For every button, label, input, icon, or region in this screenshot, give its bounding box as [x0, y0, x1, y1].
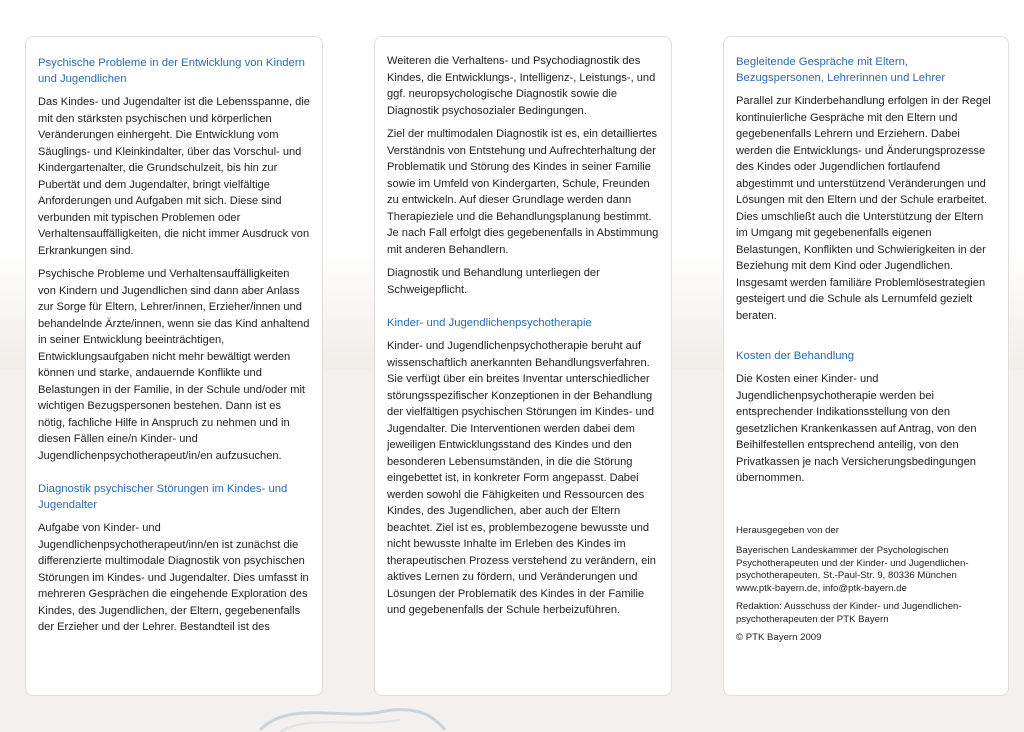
paragraph: Das Kindes- und Jugendalter ist die Lebensspanne, die mit den stärksten psychischen und körperlichen Veränderungen einhergeht. Die Entwicklung vom Säuglings- und Kleinkindalter, über das Vorschul- und Kindergartenalter, die Grundschulzeit, bis hin zur Pubertät und dem Jugendalter, bringt vielfältige Anforderungen und Aufgaben mit sich. Diese sind verbunden mit typischen Problemen oder Verhaltensauffälligkeiten, die nicht immer Ausdruck von Erkrankungen sind. — [38, 96, 310, 257]
imprint-editor-line: Redaktion: Ausschuss der Kinder- und Jugendlichen- — [736, 601, 962, 612]
section-heading: Begleitende Gespräche mit Eltern, Bezugspersonen, Lehrerinnen und Lehrer — [736, 56, 946, 84]
imprint-org-line: psychotherapeuten, St.-Paul-Str. 9, 80336 München — [736, 570, 957, 581]
paragraph: Psychische Probleme und Verhaltensauffälligkeiten von Kindern und Jugendlichen sind dann aber Anlass zur Sorge für Eltern, Lehrer/innen, Erzieher/innen und behandelnde Ärzte/innen, wenn sie das Kind anhaltend in seiner Entwicklung beeinträchtigen, Entwicklungsaufgaben nicht mehr bewältigt werden können und starke, andauernde Konflikte und Belastungen in der Familie, in der Schule und/oder mit wichtigen Bezugspersonen bestehen. Dann ist es nötig, fachliche Hilfe in Anspruch zu nehmen und in diesen Fällen eine/n Kinder- und Jugendlichenpsychotherapeut/in/en aufzusuchen. — [38, 268, 310, 462]
imprint-org-line: Psychotherapeuten und der Kinder- und Jugendlichen- — [736, 557, 969, 569]
imprint-editor-line: psychotherapeuten der PTK Bayern — [736, 613, 889, 625]
imprint-org-line: Bayerischen Landeskammer der Psychologischen — [736, 545, 949, 556]
column-panel-3 — [723, 36, 1009, 696]
column-panel-1 — [25, 36, 323, 696]
column-panel-2 — [374, 36, 672, 696]
paragraph: Weiteren die Verhaltens- und Psychodiagnostik des Kindes, die Entwicklungs-, Intelligenz-, Leistungs-, und ggf. neuropsychologische Diagnostik sowie die Diagnostik psychosozialer Bedingungen. — [387, 55, 656, 117]
section-heading: Psychische Probleme in der Entwicklung von Kindern und Jugendlichen — [38, 57, 305, 85]
paragraph: Parallel zur Kinderbehandlung erfolgen in der Regel kontinuierliche Gespräche mit den Eltern und gegebenenfalls Lehrern und Erziehern. Dabei werden die Entwicklungs- und Änderungsprozesse des Kindes oder Jugendlichen fortlaufend abgestimmt und unterstützend Veränderungen und Lösungen mit den Eltern und der Schule erarbeitet. Dies umschließt auch die Unterstützung der Eltern im Umgang mit gegebenenfalls eigenen Belastungen, Konflikten und Schwierigkeiten in der Beziehung mit dem Kind oder Jugendlichen. Insgesamt werden familiäre Problemlösestrategien gesteigert und die Schule als Lernumfeld gezielt beraten. — [736, 95, 991, 322]
copyright: © PTK Bayern 2009 — [736, 632, 822, 643]
section-heading: Kinder- und Jugendlichenpsychotherapie — [387, 317, 592, 329]
paragraph: Diagnostik und Behandlung unterliegen der Schweigepflicht. — [387, 267, 600, 296]
paragraph: Die Kosten einer Kinder- und Jugendlichenpsychotherapie werden bei entsprechender Indikationsstellung von den gesetzlichen Krankenkassen auf Antrag, von den Beihilfestellen entsprechend anteilig, von den Privatkassen je nach Versicherungsbedingungen übernommen. — [736, 373, 977, 484]
imprint — [736, 525, 996, 645]
paragraph: Kinder- und Jugendlichenpsychotherapie beruht auf wissenschaftlich anerkannten Behandlungsverfahren. Sie verfügt über ein breites Inventar unterschiedlicher störungsspezifischer Konzeptionen in der Behandlung der vielfältigen psychischen Störungen im Kindes- und Jugendalter. Die Interventionen werden dabei dem jeweiligen Entwicklungsstand des Kindes und den besonderen Lebensumständen, in die die Störung eingebettet ist, in konkreter Form angepasst. Dabei werden sowohl die Fähigkeiten und Ressourcen des Kindes, des Jugendlichen, aber auch der Eltern beachtet. Ziel ist es, problembezogene bewusste und nicht bewusste Inhalte im Erleben des Kindes im therapeutischen Prozess verstehend zu verändern, ein aktives Lernen zu fördern, und Veränderungen und Lösungen der Problematik des Kindes in der Familie und gegebenenfalls der Schule herbeizuführen. — [387, 340, 656, 616]
section-heading: Kosten der Behandlung — [736, 350, 855, 362]
imprint-heading: Herausgegeben von der — [736, 524, 839, 536]
paragraph: Ziel der multimodalen Diagnostik ist es, ein detailliertes Verständnis von Entstehung und Aufrechterhaltung der Problematik und Störung des Kindes in seiner Familie sowie im Umfeld von Kindergarten, Schule, Freunden zu entwickeln. Auf dieser Grundlage werden dann Therapieziele und die Behandlungsplanung bestimmt. Je nach Fall erfolgt dies gegebenenfalls in Abstimmung mit anderen Behandlern. — [387, 128, 659, 256]
decorative-swirl-graphic — [250, 690, 450, 732]
imprint-web-email: www.ptk-bayern.de, info@ptk-bayern.de — [736, 582, 907, 594]
paragraph: Aufgabe von Kinder- und Jugendlichenpsychotherapeut/inn/en ist zunächst die differenzierte multimodale Diagnostik von psychischen Störungen im Kindes- und Jugendalter. Dies umfasst in mehreren Gesprächen die eingehende Exploration des Kindes, des Jugendlichen, der Eltern, gegebenenfalls der Erzieher und der Lehrer. Bestandteil ist des — [38, 522, 309, 633]
section-heading: Diagnostik psychischer Störungen im Kindes- und Jugendalter — [38, 483, 288, 511]
